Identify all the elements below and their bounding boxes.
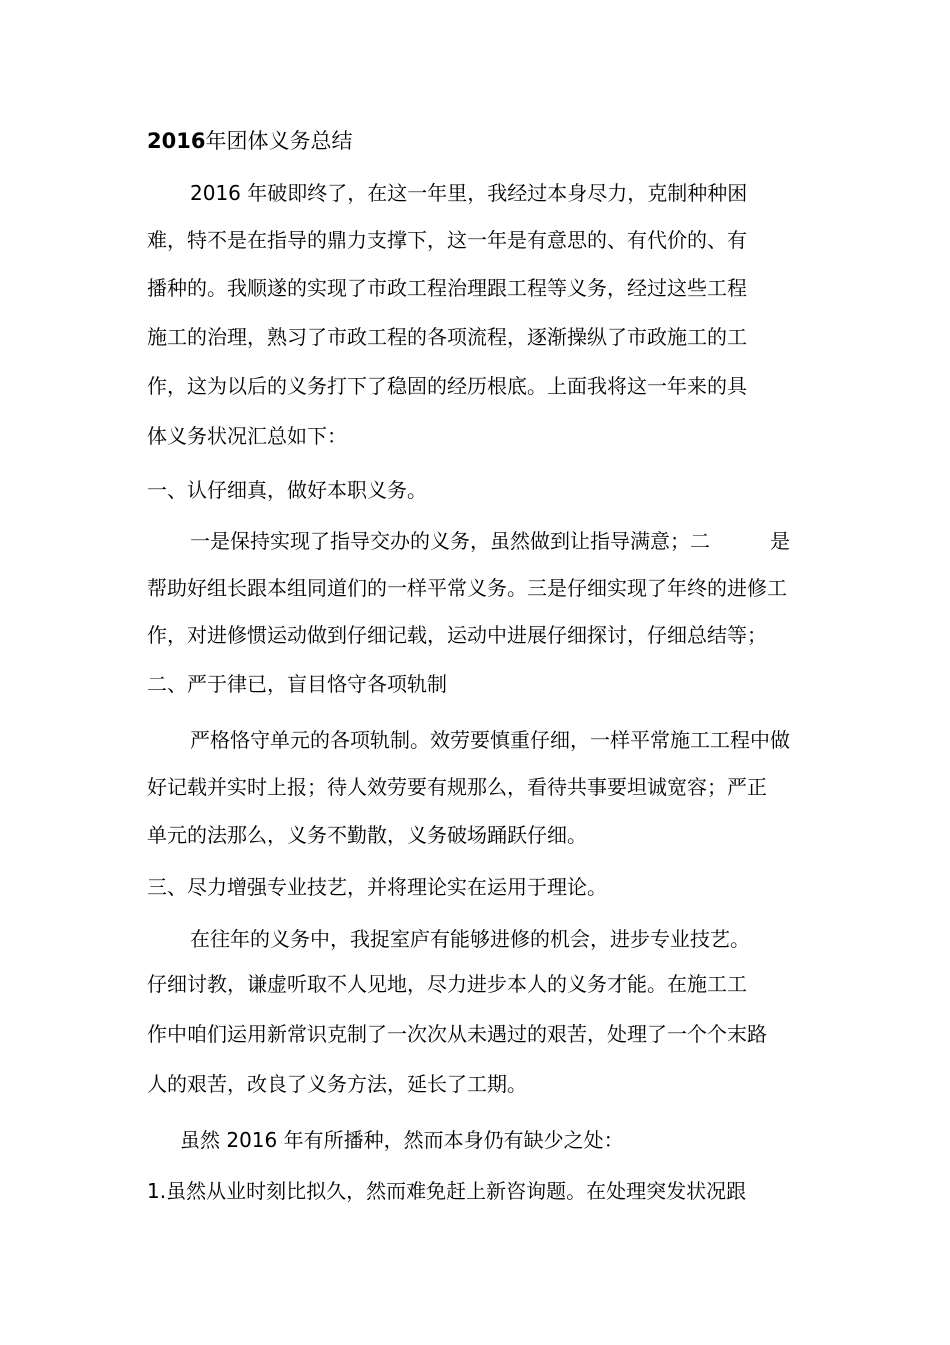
section-heading: 三、尽力增强专业技艺，并将理论实在运用于理论。 xyxy=(147,875,607,899)
section-heading: 一、认仔细真，做好本职义务。 xyxy=(147,478,427,502)
paragraph-line: 作，对进修惯运动做到仔细记载，运动中进展仔细探讨，仔细总结等； xyxy=(147,623,767,647)
paragraph-line: 难，特不是在指导的鼎力支撑下，这一年是有意思的、有代价的、有 xyxy=(147,228,747,252)
paragraph-line: 作，这为以后的义务打下了稳固的经历根底。上面我将这一年来的具 xyxy=(147,374,747,398)
paragraph-line: 单元的法那么，义务不勤散，义务破场踊跃仔细。 xyxy=(147,823,587,847)
title-text: 年团体义务总结 xyxy=(205,129,353,153)
paragraph-line: 仔细讨教，谦虚听取不人见地，尽力进步本人的义务才能。在施工工 xyxy=(147,972,747,996)
section-heading: 二、严于律已，盲目恪守各项轨制 xyxy=(147,672,447,696)
paragraph-line: 播种的。我顺遂的实现了市政工程治理跟工程等义务，经过这些工程 xyxy=(147,276,747,300)
paragraph-line: 在往年的义务中，我捉室庐有能够进修的机会，进步专业技艺。 xyxy=(190,927,750,951)
paragraph-line: 作中咱们运用新常识克制了一次次从未遇过的艰苦，处理了一个个末路 xyxy=(147,1022,767,1046)
document-title xyxy=(147,128,352,154)
paragraph-line: 体义务状况汇总如下： xyxy=(147,424,347,448)
paragraph-line: 虽然 2016 年有所播种，然而本身仍有缺少之处： xyxy=(180,1128,624,1152)
paragraph-line: 2016 年破即终了，在这一年里，我经过本身尽力，克制种种困 xyxy=(190,181,748,205)
paragraph-line: 好记载并实时上报；待人效劳要有规那么，看待共事要坦诚宽容；严正 xyxy=(147,775,767,799)
paragraph-line: 人的艰苦，改良了义务方法，延长了工期。 xyxy=(147,1072,527,1096)
paragraph-line: 严格恪守单元的各项轨制。效劳要慎重仔细，一样平常施工工程中做 xyxy=(190,728,790,752)
list-item: 1.虽然从业时刻比拟久，然而难免赶上新咨询题。在处理突发状况跟 xyxy=(147,1179,747,1203)
title-year: 2016 xyxy=(147,129,206,153)
paragraph-line: 施工的治理，熟习了市政工程的各项流程，逐渐操纵了市政施工的工 xyxy=(147,325,747,349)
paragraph-line: 一是保持实现了指导交办的义务，虽然做到让指导满意；二 是 xyxy=(190,529,790,553)
paragraph-line: 帮助好组长跟本组同道们的一样平常义务。三是仔细实现了年终的进修工 xyxy=(147,576,787,600)
